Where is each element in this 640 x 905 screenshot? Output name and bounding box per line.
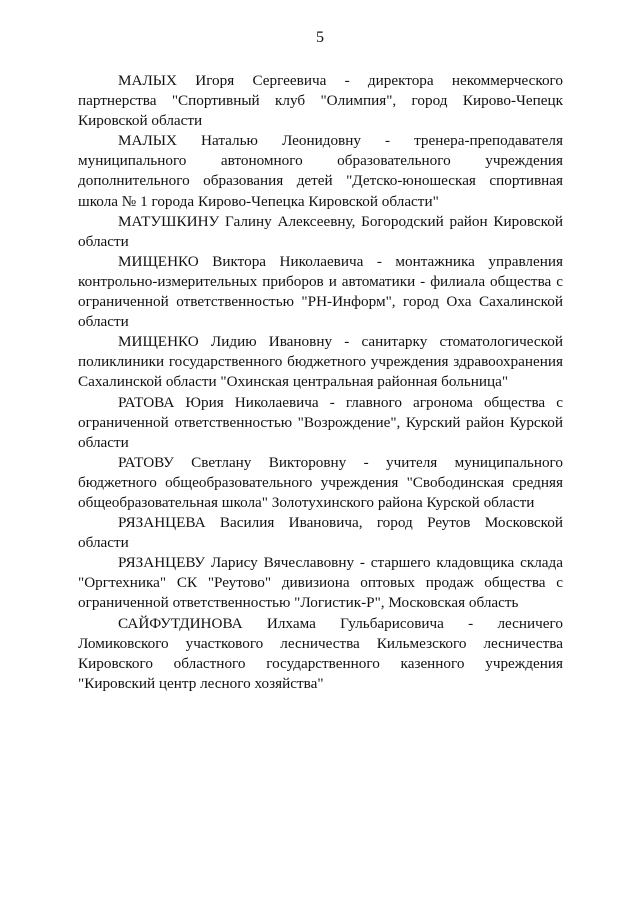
award-entry-ryazantseva-larisa: РЯЗАНЦЕВУ Ларису Вячеславовну - старшего кладовщика склада "Оргтехника" СК "Реутово" дивизиона оптовых продаж общества с ограниченной ответственностью "Логистик-Р", Московская область [78,554,563,612]
award-entry-malykh-igor: МАЛЫХ Игоря Сергеевича - директора некоммерческого партнерства "Спортивный клуб "Олимпия", город Кирово-Чепецк Кировской области [78,72,563,130]
page-number: 5 [316,29,324,46]
award-entry-ratov-yuri: РАТОВА Юрия Николаевича - главного агронома общества с ограниченной ответственностью "Возрождение", Курский район Курской области [78,393,563,451]
award-entry-ryazantsev-vasily: РЯЗАНЦЕВА Василия Ивановича, город Реутов Московской области [78,514,563,552]
award-entry-mishchenko-lidiya: МИЩЕНКО Лидию Ивановну - санитарку стоматологической поликлиники государственного бюджетного учреждения здравоохранения Сахалинской области "Охинская центральная районная больница" [78,333,563,391]
award-list [78,71,563,694]
award-entry-ratova-svetlana: РАТОВУ Светлану Викторовну - учителя муниципального бюджетного общеобразовательного учреждения "Свободинская средняя общеобразовательная школа" Золотухинского района Курской области [78,453,563,511]
award-entry-mishchenko-viktor: МИЩЕНКО Виктора Николаевича - монтажника управления контрольно-измерительных приборов и автоматики - филиала общества с ограниченной ответственностью "РН-Информ", город Оха Сахалинской области [78,252,563,331]
award-entry-malykh-natalia: МАЛЫХ Наталью Леонидовну - тренера-преподавателя муниципального автономного образовательного учреждения дополнительного образования детей "Детско-юношеская спортивная школа № 1 города Кирово-Чепецка Кировской области" [78,132,563,210]
award-entry-matushkina-galina: МАТУШКИНУ Галину Алексеевну, Богородский район Кировской области [78,212,563,250]
award-entry-sayfutdinov-ilkham: САЙФУТДИНОВА Илхама Гульбарисовича - лесничего Ломиковского участкового лесничества Кильмезского лесничества Кировского областного государственного казенного учреждения "Кировский центр лесного хозяйства" [78,614,563,692]
